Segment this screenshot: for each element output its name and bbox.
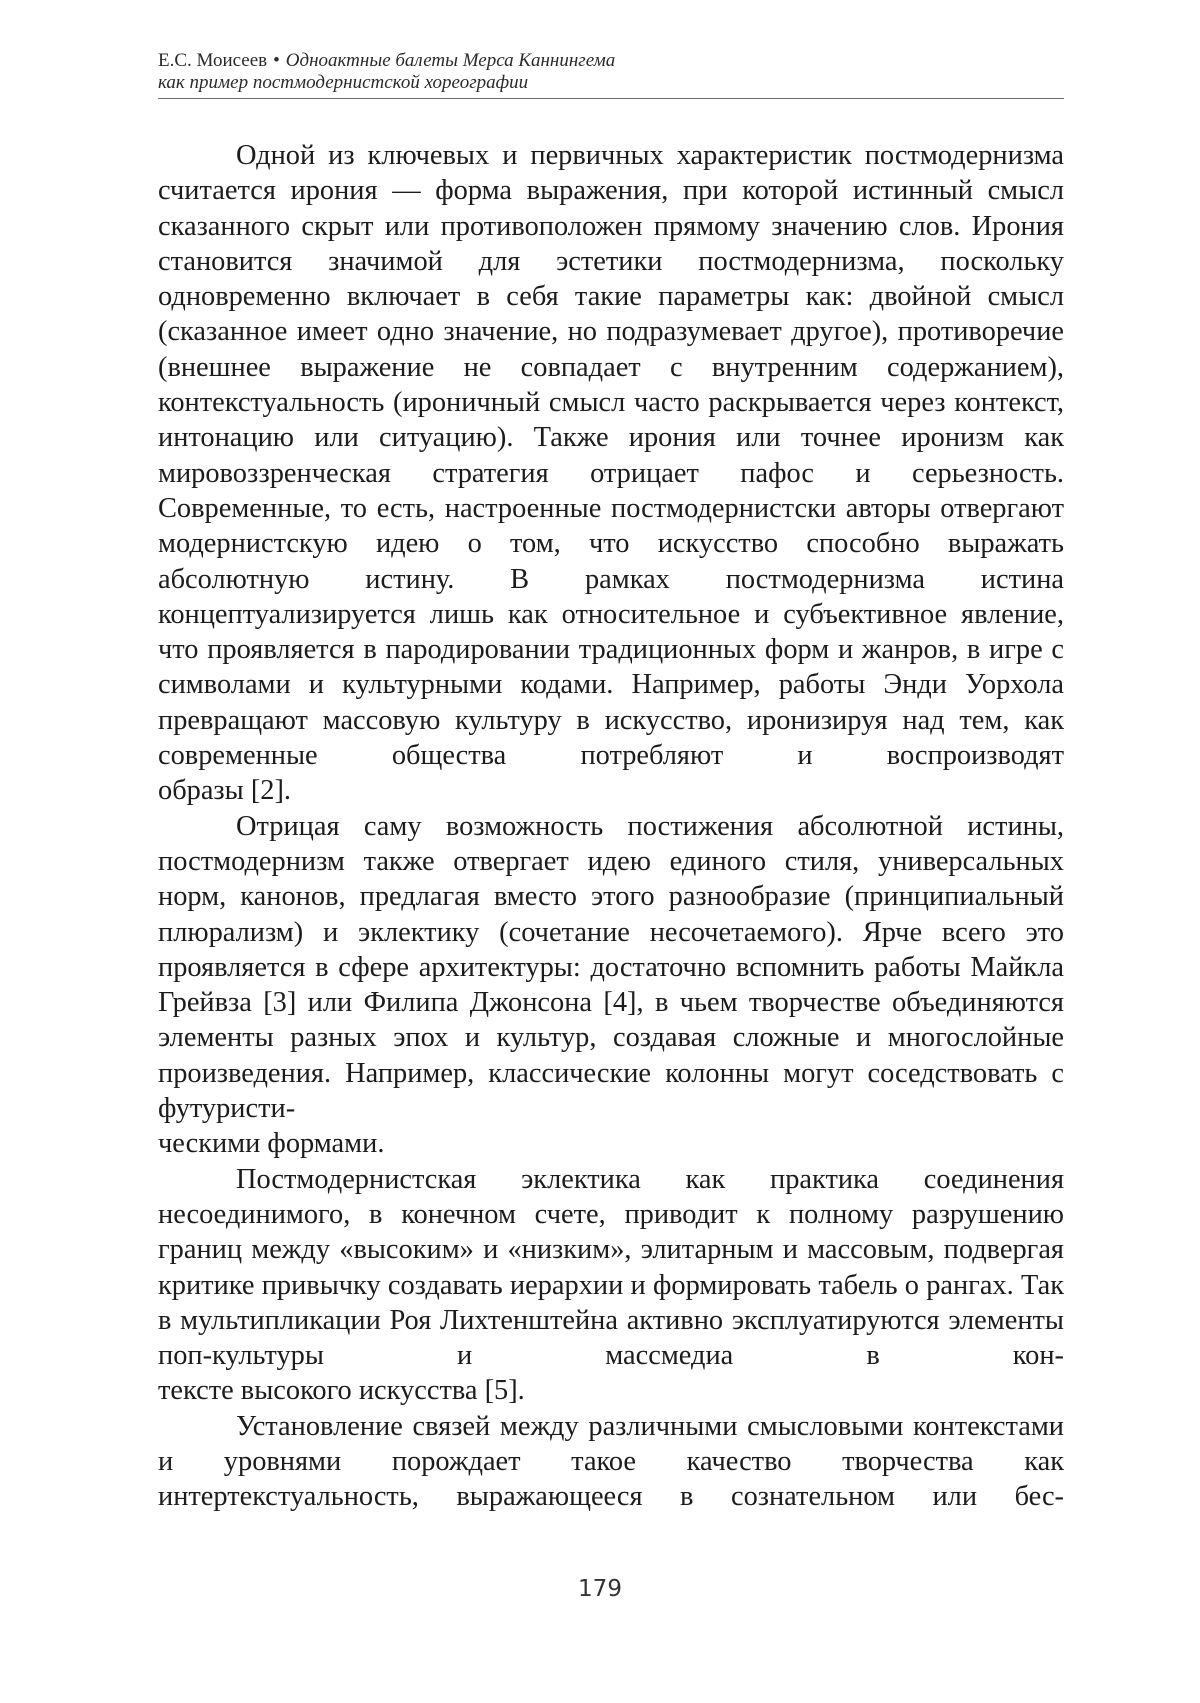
paragraph-3-last-line: тексте высокого искусства [5].	[158, 1373, 1064, 1408]
running-head-line-1	[158, 50, 1064, 72]
paragraph-2-last-line: ческими формами.	[158, 1126, 1064, 1161]
running-head-title-line-1: Одноактные балеты Мерса Каннингема	[286, 50, 616, 71]
paragraph-4: Установление связей между различными смысловыми контекстами и уровнями порождает такое качество творчества как интертекстуальность, выражающееся в сознательном или бес-	[158, 1409, 1064, 1515]
running-head-author: Е.С. Моисеев	[158, 50, 267, 71]
document-page	[0, 0, 1200, 1703]
header-rule	[158, 98, 1064, 99]
running-head	[158, 50, 1064, 94]
paragraph-1: Одной из ключевых и первичных характеристик постмодернизма считается ирония — форма выражения, при которой истинный смысл сказанного скрыт или противоположен прямому значению слов. Ирония становится значимой для эстетики постмодернизма, поскольку одновременно включает в себя такие параметры как: двойной смысл (сказанное имеет одно значение, но подразумевает другое), противоречие (внешнее выражение не совпадает с внутренним содержанием), контекстуальность (ироничный смысл часто раскрывается через контекст, интонацию или ситуацию). Также ирония или точнее иронизм как мировоззренческая стратегия отрицает пафос и серьезность. Современные, то есть, настроенные постмодернистски авторы отвергают модернистскую идею о том, что искусство способно выражать абсолютную истину. В рамках постмодернизма истина концептуализируется лишь как относительное и субъективное явление, что проявляется в пародировании традиционных форм и жанров, в игре с символами и культурными кодами. Например, работы Энди Уорхола превращают массовую культуру в искусство, иронизируя над тем, как современные общества потребляют и воспроизводят	[158, 138, 1064, 773]
paragraph-3: Постмодернистская эклектика как практика соединения несоединимого, в конечном счете, приводит к полному разрушению границ между «высоким» и «низким», элитарным и массовым, подвергая критике привычку создавать иерархии и формировать табель о рангах. Так в мультипликации Роя Лихтенштейна активно эксплуатируются элементы поп-культуры и массмедиа в кон-	[158, 1162, 1064, 1374]
body-text	[158, 138, 1064, 1515]
paragraph-2: Отрицая саму возможность постижения абсолютной истины, постмодернизм также отвергает идею единого стиля, универсальных норм, канонов, предлагая вместо этого разнообразие (принципиальный плюрализм) и эклектику (сочетание несочетаемого). Ярче всего это проявляется в сфере архитектуры: достаточно вспомнить работы Майкла Грейвза [3] или Филипа Джонсона [4], в чьем творчестве объединяются элементы разных эпох и культур, создавая сложные и многослойные произведения. Например, классические колонны могут соседствовать с футуристи-	[158, 809, 1064, 1127]
page-number: 179	[0, 1576, 1200, 1602]
running-head-separator: •	[267, 50, 286, 71]
paragraph-1-last-line: образы [2].	[158, 773, 1064, 808]
running-head-title-line-2: как пример постмодернистской хореографии	[158, 72, 1064, 94]
